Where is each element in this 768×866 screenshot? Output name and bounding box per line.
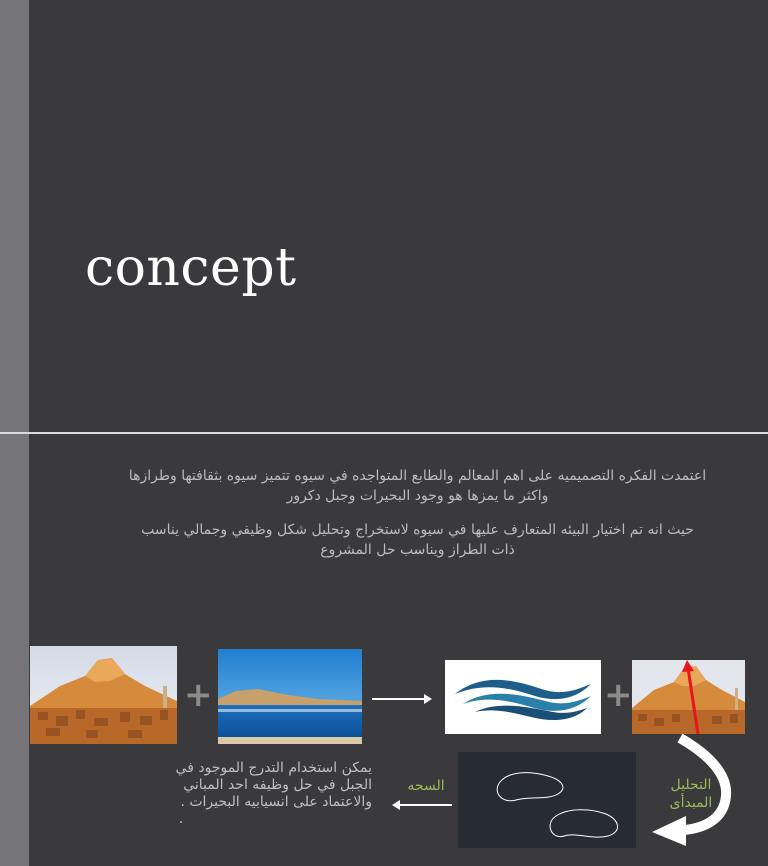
wave-logo-icon [445, 660, 601, 734]
design-note-line1: يمكن استخدام التدرج الموجود في [175, 760, 372, 776]
siwa-lake-image [218, 649, 362, 744]
design-note-line4: . [178, 811, 184, 827]
arrow-left-icon [392, 796, 452, 815]
analysis-label [656, 776, 726, 812]
plus-icon: + [184, 675, 213, 715]
analysis-label-line2: المبدأى [669, 795, 713, 811]
siwa-mountain-analysis-image [632, 660, 745, 734]
slide-title: concept [85, 238, 297, 298]
design-note-line3: والاعتماد على انسيابيه البحيرات . [180, 794, 372, 810]
courtyard-label: السحه [407, 778, 445, 794]
arrow-right-icon [372, 690, 432, 709]
concept-paragraph-1: اعتمدت الفكره التصميميه على اهم المعالم والطابع المتواجده في سيوه تتميز سيوه بثقافتها وطرازها واكثر ما يمزها هو وجود البحيرات وجبل دكرور [128, 468, 707, 504]
design-note-line2: الجبل في حل وظيفه احد المباني [183, 777, 372, 793]
slide-concept-title [0, 0, 768, 432]
lake-shapes-sketch [458, 752, 636, 848]
design-note [110, 760, 372, 828]
left-accent-bar [0, 0, 29, 432]
slide-concept-details [0, 434, 768, 866]
left-accent-bar [0, 434, 29, 866]
concept-paragraph-2: حيث انه تم اختيار البيئه المتعارف عليها في سيوه لاستخراج وتحليل شكل وظيفي وجمالي يناسب ذات الطراز ويناسب حل المشروع [141, 522, 694, 558]
plus-icon: + [604, 675, 633, 715]
analysis-label-line1: التحليل [670, 777, 712, 793]
siwa-mountain-image [30, 646, 177, 744]
